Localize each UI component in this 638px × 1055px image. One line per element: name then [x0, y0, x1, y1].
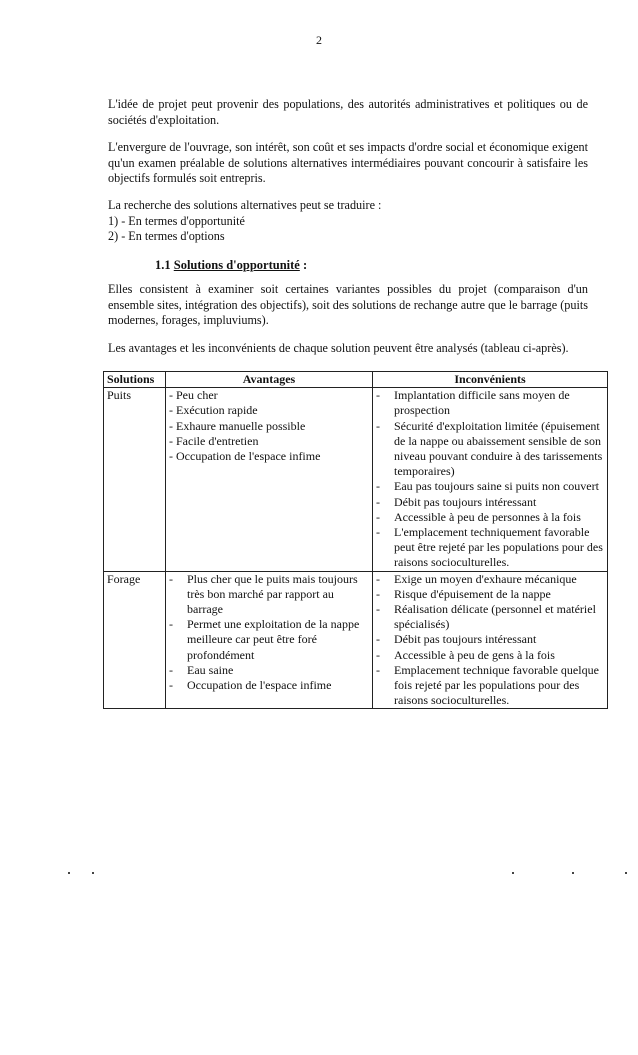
- cell-solution: Forage: [104, 571, 166, 709]
- header-inconvenients: Inconvénients: [373, 372, 608, 388]
- scan-speck: [572, 872, 574, 874]
- list-item: - Eau saine: [169, 662, 234, 677]
- list-item: - Plus cher que le puits mais toujours très bon marché par rapport au barrage: [169, 571, 358, 617]
- cell-solution: Puits: [104, 388, 166, 571]
- list-item: - Emplacement technique favorable quelque fois rejeté par les populations pour des raisons socioculturelles.: [376, 662, 599, 708]
- section-heading: [155, 258, 307, 273]
- list-item: - Exhaure manuelle possible: [169, 418, 306, 433]
- list-item: - Accessible à peu de gens à la fois: [376, 647, 555, 662]
- list-item: - Implantation difficile sans moyen de prospection: [376, 388, 570, 418]
- list-item: - Occupation de l'espace infime: [169, 678, 332, 693]
- comparison-table: [103, 371, 608, 709]
- list-item: - Peu cher: [169, 388, 218, 403]
- list-item: - Réalisation délicate (personnel et matériel spécialisés): [376, 602, 596, 632]
- scan-speck: [68, 872, 70, 874]
- alternatives-intro: La recherche des solutions alternatives peut se traduire :: [108, 198, 382, 212]
- list-item: - Débit pas toujours intéressant: [376, 632, 537, 647]
- list-item: - Permet une exploitation de la nappe meilleure car peut être foré profondément: [169, 617, 360, 662]
- cell-inconvenients: [373, 388, 608, 571]
- page-number: 2: [316, 33, 322, 47]
- cell-avantages: [166, 571, 373, 709]
- paragraph-alternatives: [108, 198, 588, 245]
- table-header-row: [104, 372, 608, 388]
- list-item: - Eau pas toujours saine si puits non couvert: [376, 479, 599, 494]
- table-row: [104, 388, 608, 571]
- list-item: - Accessible à peu de personnes à la fois: [376, 509, 581, 524]
- list-item: - L'emplacement techniquement favorable peut être rejeté par les populations pour des raisons socioculturelles.: [376, 525, 603, 570]
- scan-speck: [92, 872, 94, 874]
- table-row: [104, 571, 608, 709]
- cell-avantages: [166, 388, 373, 571]
- paragraph-table-intro: Les avantages et les inconvénients de chaque solution peuvent être analysés (tableau ci-après).: [108, 341, 569, 355]
- section-title: Solutions d'opportunité: [173, 258, 300, 272]
- scan-speck: [512, 872, 514, 874]
- list-item: - Exige un moyen d'exhaure mécanique: [376, 571, 577, 586]
- paragraph-description: Elles consistent à examiner soit certaines variantes possibles du projet (comparaison d'un ensemble sites, intégration des objectifs), soit des solutions de rechange autre que le barrage (puits modernes, forages, impluviums).: [108, 282, 588, 328]
- list-item: - Exécution rapide: [169, 403, 258, 418]
- cell-inconvenients: [373, 571, 608, 709]
- section-title-suffix: :: [299, 258, 308, 272]
- scan-speck: [625, 872, 627, 874]
- alternatives-item-1: 1) - En termes d'opportunité: [108, 213, 245, 228]
- header-solutions: Solutions: [104, 372, 166, 388]
- list-item: - Facile d'entretien: [169, 433, 259, 448]
- header-avantages: Avantages: [166, 372, 373, 388]
- list-item: - Débit pas toujours intéressant: [376, 494, 537, 509]
- section-number: 1.1: [155, 258, 171, 272]
- paragraph-scope: L'envergure de l'ouvrage, son intérêt, son coût et ses impacts d'ordre social et économique exigent qu'un examen préalable de solutions alternatives intermédiaires pouvant concourir à satisfaire les objectifs formulés soit entrepris.: [108, 140, 588, 186]
- scan-artifacts: [0, 872, 638, 876]
- list-item: - Risque d'épuisement de la nappe: [376, 586, 551, 601]
- list-item: - Occupation de l'espace infime: [169, 449, 321, 464]
- list-item: - Sécurité d'exploitation limitée (épuisement de la nappe ou abaissement sensible de son niveau pouvant conduire à des tarissements temporaires): [376, 418, 603, 479]
- alternatives-item-2: 2) - En termes d'options: [108, 229, 225, 244]
- paragraph-project-idea: L'idée de projet peut provenir des populations, des autorités administratives et politiques ou de sociétés d'exploitation.: [108, 97, 588, 127]
